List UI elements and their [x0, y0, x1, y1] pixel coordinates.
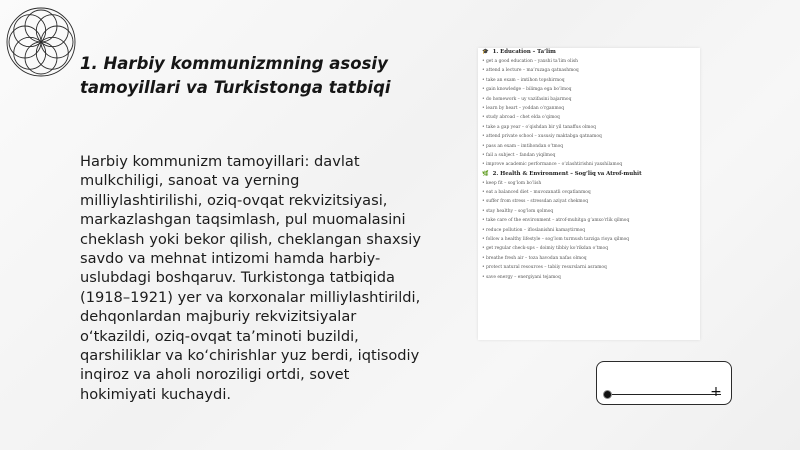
doc-section-education	[478, 48, 700, 170]
doc-line: • take a gap year – o‘qishdan bir yil tanaffus olmoq	[482, 124, 596, 130]
doc-line: • attend a lecture – ma’ruzaga qatnashmoq	[482, 68, 579, 74]
plus-icon[interactable]: +	[710, 384, 722, 400]
doc-line: • get regular check-ups – doimiy tibbiy ko‘rikdan o‘tmoq	[482, 246, 609, 252]
doc-line: • keep fit – sog‘lom bo‘lish	[482, 180, 542, 186]
doc-line: • learn by heart – yoddan o‘rganmoq	[482, 105, 565, 111]
leaf-icon: 🌿	[482, 170, 489, 177]
slider-track[interactable]	[607, 394, 721, 395]
doc-line: • protect natural resources – tabiiy resurslarni asramoq	[482, 265, 607, 271]
doc-heading-text: 2. Health & Environment – Sog‘liq va Atrof-muhit	[492, 170, 642, 177]
doc-line: • stay healthy – sog‘lom qolmoq	[482, 208, 554, 214]
slider-widget[interactable]	[596, 361, 732, 405]
vocabulary-document-image	[478, 48, 700, 340]
doc-line: • attend private school – xususiy maktabga qatnamoq	[482, 134, 602, 140]
doc-line: • follow a healthy lifestyle – sog‘lom turmush tarziga rioya qilmoq	[482, 237, 630, 243]
circle-knob-icon[interactable]	[604, 391, 611, 398]
doc-line: • breathe fresh air – toza havodan nafas olmoq	[482, 255, 587, 261]
doc-line: • eat a balanced diet – muvozanatli ovqatlanmoq	[482, 190, 591, 196]
doc-line: • save energy – energiyani tejamoq	[482, 274, 561, 280]
doc-line: • improve academic performance – o‘zlashtirishni yaxshilamoq	[482, 162, 623, 168]
doc-line: • take care of the environment – atrof-muhitga g‘amxo‘rlik qilmoq	[482, 218, 630, 224]
slide-title: 1. Harbiy kommunizmning asosiy tamoyillari va Turkistonga tatbiqi	[80, 54, 391, 97]
doc-line: • take an exam – imtihon topshirmoq	[482, 77, 565, 83]
doc-section-heading	[478, 48, 700, 57]
doc-line: • gain knowledge – bilimga ega bo‘lmoq	[482, 87, 572, 93]
doc-line: • do homework – uy vazifasini bajarmoq	[482, 96, 572, 102]
doc-line: • get a good education – yaxshi ta’lim olish	[482, 59, 578, 64]
doc-section-heading	[478, 170, 700, 179]
doc-line: • study abroad – chet elda o‘qimoq	[482, 115, 560, 121]
doc-section-health	[478, 170, 700, 282]
doc-line: • suffer from stress – stressdan aziyat chekmoq	[482, 199, 589, 205]
rosette-logo-icon	[3, 4, 79, 80]
doc-line: • fail a subject – fandan yiqilmoq	[482, 152, 556, 158]
doc-line: • pass an exam – imtihondan o‘tmoq	[482, 143, 564, 149]
graduation-cap-icon: 🎓	[482, 49, 489, 55]
slide-body-text: Harbiy kommunizm tamoyillari: davlat mulkchiligi, sanoat va yerning milliylashtirilishi, oziq-ovqat rekvizitsiyasi, markazlashgan taqsimlash, pul muomalasini cheklash yoki bekor qilish, cheklangan shaxsiy savdo va mehnat intizomi hamda harbiy-uslubdagi boshqaruv. Turkistonga tatbiqida (1918–1921) yer va korxonalar milliylashtirildi, dehqonlardan majburiy rekvizitsiyalar o‘tkazildi, oziq-ovqat ta’minoti buzildi, qarshiliklar va ko‘chirishlar yuz berdi, iqtisodiy inqiroz va aholi noroziligi ortdi, sovet hokimiyati kuchaydi.	[80, 153, 421, 403]
doc-heading-text: 1. Education – Ta’lim	[492, 49, 556, 55]
doc-line: • reduce pollution – ifloslanishni kamaytirmoq	[482, 227, 586, 233]
